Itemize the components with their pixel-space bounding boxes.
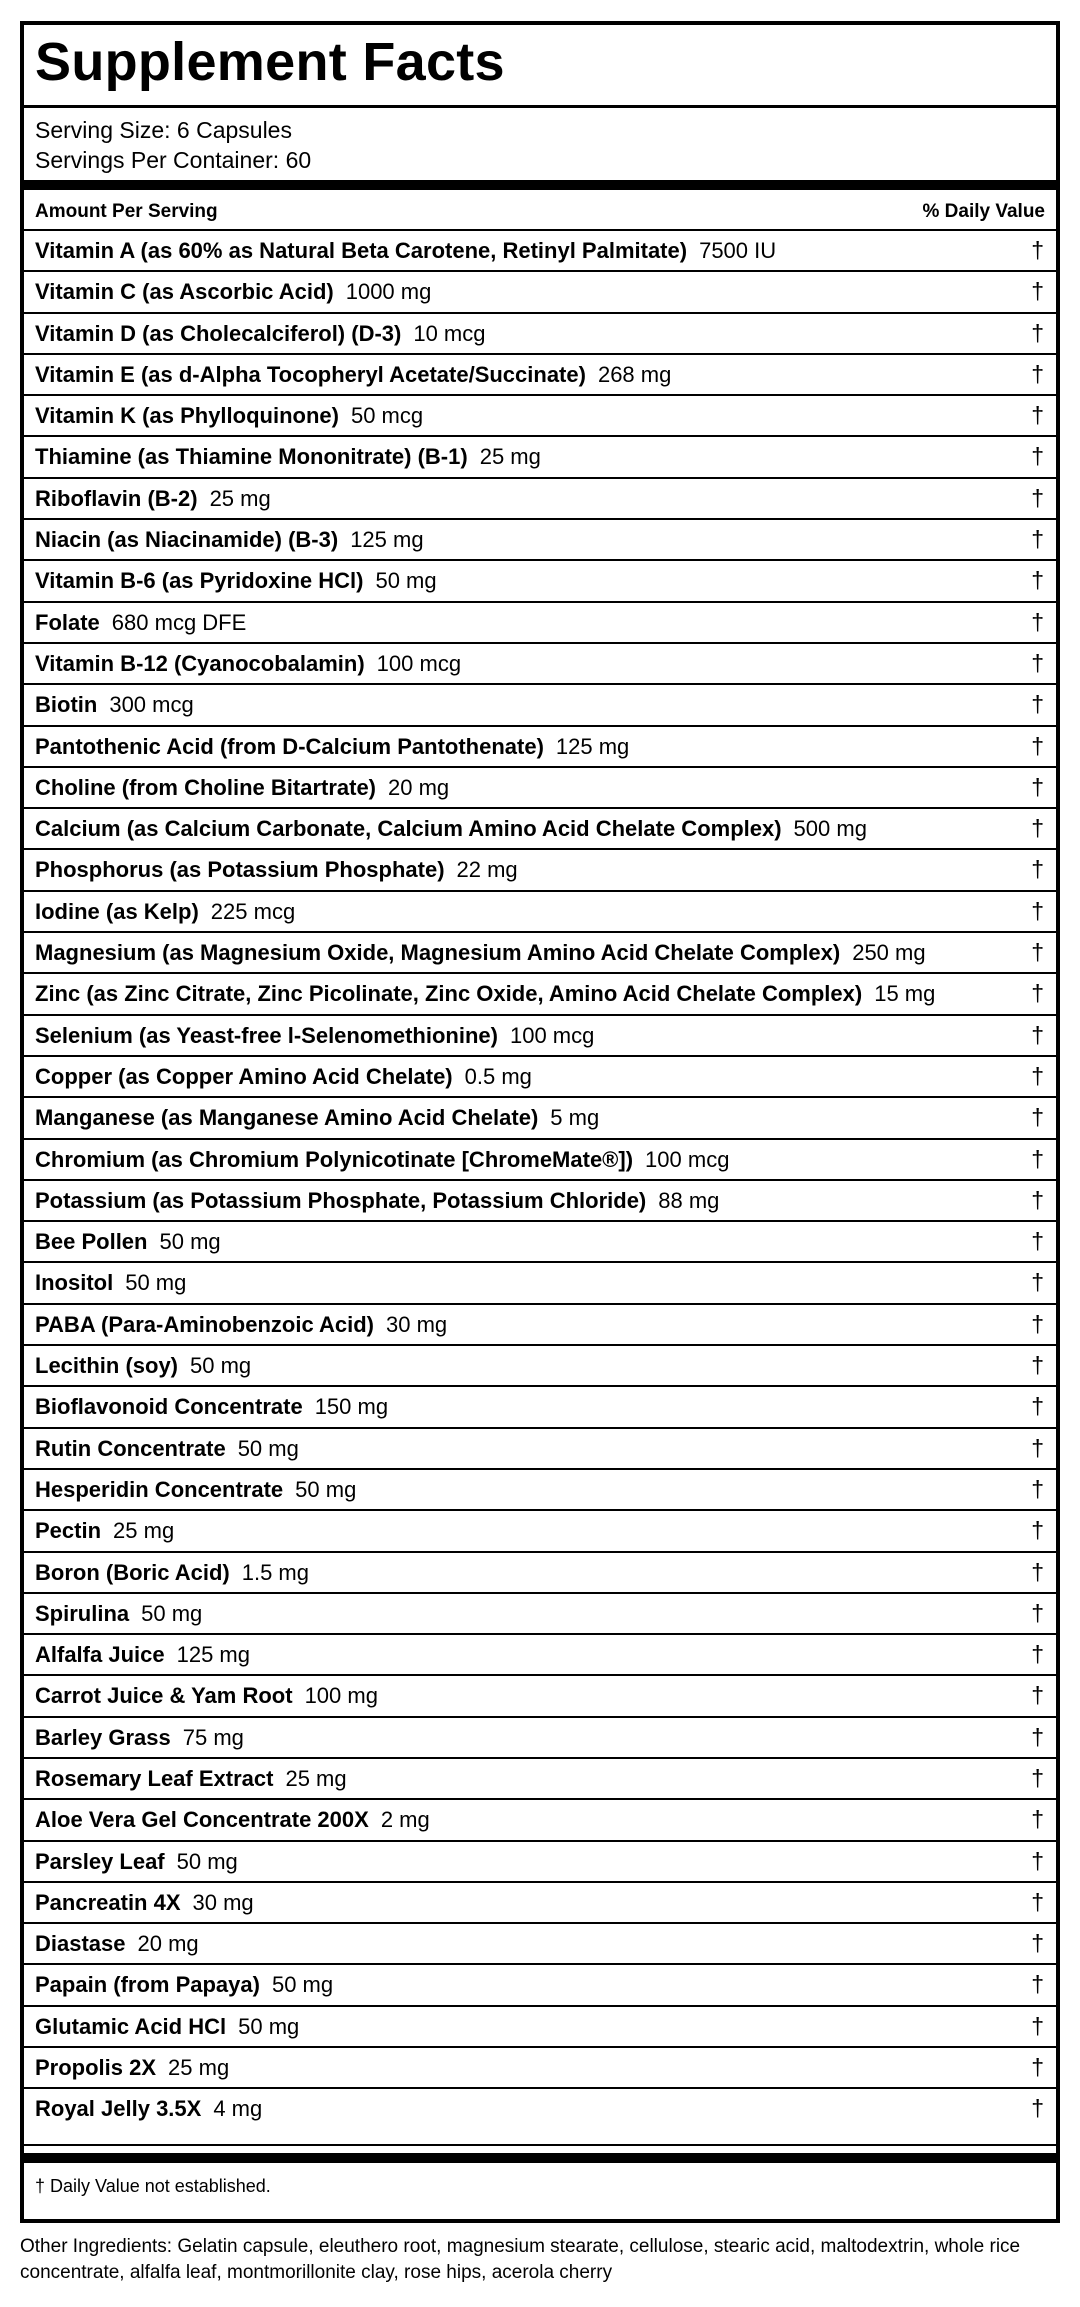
- nutrient-amount: 500 mg: [793, 816, 867, 842]
- nutrient-row: [24, 1840, 1056, 1881]
- nutrient-name: Pancreatin 4X: [35, 1889, 181, 1915]
- nutrient-label: [35, 1222, 221, 1261]
- daily-value-mark: †: [1031, 278, 1044, 305]
- nutrient-row: [24, 477, 1056, 518]
- nutrient-name: Parsley Leaf: [35, 1848, 165, 1874]
- nutrient-label: [35, 437, 541, 476]
- nutrient-label: [35, 809, 867, 848]
- nutrient-row: [24, 848, 1056, 889]
- daily-value-mark: †: [1031, 1764, 1044, 1791]
- nutrient-amount: 15 mg: [874, 981, 936, 1007]
- nutrient-label: [35, 231, 776, 270]
- daily-value-mark: †: [1031, 1062, 1044, 1089]
- nutrient-name: PABA (Para-Aminobenzoic Acid): [35, 1311, 374, 1337]
- nutrient-row: [24, 766, 1056, 807]
- nutrient-label: [35, 850, 518, 889]
- nutrient-label: [35, 314, 486, 353]
- daily-value-mark: †: [1031, 897, 1044, 924]
- nutrient-amount: 1.5 mg: [241, 1559, 309, 1585]
- daily-value-mark: †: [1031, 1930, 1044, 1957]
- nutrient-row: [24, 1881, 1056, 1922]
- serving-size: Serving Size: 6 Capsules: [35, 117, 292, 143]
- daily-value-mark: †: [1031, 2054, 1044, 2081]
- nutrient-label: [35, 892, 295, 931]
- nutrient-amount: 100 mcg: [645, 1146, 730, 1172]
- daily-value-mark: †: [1031, 1186, 1044, 1213]
- nutrient-name: Propolis 2X: [35, 2055, 157, 2081]
- daily-value-mark: †: [1031, 443, 1044, 470]
- nutrient-amount: 125 mg: [555, 733, 630, 759]
- other-ingredients: Other Ingredients: Gelatin capsule, eleuthero root, magnesium stearate, cellulose, stearic acid, maltodextrin, whole rice concentrate, alfalfa leaf, montmorillonite clay, rose hips, acerola cherry: [20, 2236, 1021, 2283]
- nutrient-name: Diastase: [35, 1931, 126, 1957]
- nutrient-amount: 25 mg: [479, 444, 541, 470]
- daily-value-mark: †: [1031, 567, 1044, 594]
- nutrient-amount: 25 mg: [168, 2055, 230, 2081]
- nutrient-amount: 50 mg: [176, 1848, 238, 1874]
- nutrient-label: [35, 355, 671, 394]
- nutrient-label: [35, 603, 246, 642]
- nutrient-name: Biotin: [35, 692, 98, 718]
- nutrient-amount: 50 mg: [141, 1600, 203, 1626]
- nutrient-row: [24, 1757, 1056, 1798]
- nutrient-row: [24, 1138, 1056, 1179]
- daily-value-footnote: † Daily Value not established.: [35, 2176, 271, 2196]
- nutrient-name: Chromium (as Chromium Polynicotinate [ChromeMate®]): [35, 1146, 634, 1172]
- nutrient-name: Boron (Boric Acid): [35, 1559, 230, 1585]
- nutrient-label: [35, 1594, 202, 1633]
- nutrient-name: Barley Grass: [35, 1724, 171, 1750]
- nutrient-label: [35, 1429, 299, 1468]
- nutrient-label: [35, 768, 449, 807]
- nutrient-amount: 30 mg: [386, 1311, 448, 1337]
- daily-value-mark: †: [1031, 649, 1044, 676]
- nutrient-name: Hesperidin Concentrate: [35, 1476, 284, 1502]
- nutrient-label: [35, 974, 935, 1013]
- nutrient-list: [24, 229, 1056, 2129]
- nutrient-amount: 22 mg: [456, 857, 518, 883]
- nutrient-label: [35, 1965, 333, 2004]
- nutrient-row: [24, 1509, 1056, 1550]
- nutrient-row: [24, 2046, 1056, 2087]
- daily-value-mark: †: [1031, 1847, 1044, 1874]
- nutrient-amount: 4 mg: [213, 2096, 263, 2122]
- nutrient-row: [24, 559, 1056, 600]
- nutrient-amount: 25 mg: [285, 1765, 347, 1791]
- nutrient-name: Inositol: [35, 1270, 114, 1296]
- daily-value-mark: †: [1031, 1558, 1044, 1585]
- nutrient-name: Selenium (as Yeast-free l-Selenomethionine): [35, 1022, 498, 1048]
- daily-value-mark: †: [1031, 773, 1044, 800]
- nutrient-name: Vitamin B-6 (as Pyridoxine HCl): [35, 568, 364, 594]
- nutrient-label: [35, 1842, 238, 1881]
- nutrient-row: [24, 890, 1056, 931]
- nutrient-row: [24, 1220, 1056, 1261]
- nutrient-name: Manganese (as Manganese Amino Acid Chelate): [35, 1105, 539, 1131]
- nutrient-name: Vitamin E (as d-Alpha Tocopheryl Acetate/Succinate): [35, 361, 586, 387]
- nutrient-name: Vitamin C (as Ascorbic Acid): [35, 279, 334, 305]
- nutrient-amount: 50 mg: [190, 1353, 252, 1379]
- nutrient-label: [35, 2007, 299, 2046]
- daily-value-mark: †: [1031, 526, 1044, 553]
- nutrient-name: Lecithin (soy): [35, 1353, 179, 1379]
- nutrient-row: [24, 1633, 1056, 1674]
- nutrient-amount: 100 mcg: [376, 650, 462, 676]
- nutrient-amount: 5 mg: [550, 1105, 600, 1131]
- nutrient-amount: 250 mg: [852, 940, 926, 966]
- nutrient-amount: 1000 mg: [345, 279, 432, 305]
- daily-value-mark: †: [1031, 856, 1044, 883]
- nutrient-amount: 150 mg: [314, 1394, 389, 1420]
- nutrient-name: Aloe Vera Gel Concentrate 200X: [35, 1807, 369, 1833]
- nutrient-row: [24, 601, 1056, 642]
- nutrient-row: [24, 807, 1056, 848]
- nutrient-row: [24, 394, 1056, 435]
- nutrient-amount: 20 mg: [137, 1931, 199, 1957]
- daily-value-mark: †: [1031, 980, 1044, 1007]
- nutrient-amount: 680 mcg DFE: [111, 609, 247, 635]
- nutrient-label: [35, 1553, 309, 1592]
- nutrient-label: [35, 727, 629, 766]
- nutrient-name: Spirulina: [35, 1600, 130, 1626]
- nutrient-row: [24, 1963, 1056, 2004]
- nutrient-row: [24, 518, 1056, 559]
- daily-value-mark: †: [1031, 484, 1044, 511]
- nutrient-amount: 125 mg: [350, 527, 424, 553]
- nutrient-label: [35, 1057, 532, 1096]
- daily-value-mark: †: [1031, 1021, 1044, 1048]
- serving-info: [35, 115, 311, 175]
- nutrient-label: [35, 1387, 388, 1426]
- nutrient-row: [24, 270, 1056, 311]
- nutrient-row: [24, 931, 1056, 972]
- nutrient-name: Magnesium (as Magnesium Oxide, Magnesium Amino Acid Chelate Complex): [35, 940, 841, 966]
- nutrient-amount: 20 mg: [388, 774, 450, 800]
- nutrient-label: [35, 2048, 229, 2087]
- nutrient-amount: 25 mg: [209, 485, 271, 511]
- nutrient-label: [35, 1346, 251, 1385]
- daily-value-mark: †: [1031, 1352, 1044, 1379]
- nutrient-row: [24, 435, 1056, 476]
- daily-value-mark: †: [1031, 732, 1044, 759]
- nutrient-amount: 268 mg: [597, 361, 672, 387]
- nutrient-row: [24, 642, 1056, 683]
- nutrient-label: [35, 272, 431, 311]
- thick-divider-bottom: [24, 2153, 1056, 2163]
- daily-value-mark: †: [1031, 360, 1044, 387]
- nutrient-name: Riboflavin (B-2): [35, 485, 198, 511]
- nutrient-name: Vitamin A (as 60% as Natural Beta Carotene, Retinyl Palmitate): [35, 238, 688, 263]
- servings-per-container: Servings Per Container: 60: [35, 147, 312, 173]
- daily-value-mark: †: [1031, 2012, 1044, 2039]
- nutrient-label: [35, 1263, 186, 1302]
- nutrient-row: [24, 1303, 1056, 1344]
- nutrient-name: Potassium (as Potassium Phosphate, Potassium Chloride): [35, 1187, 647, 1213]
- nutrient-name: Phosphorus (as Potassium Phosphate): [35, 857, 445, 883]
- nutrient-amount: 10 mcg: [413, 320, 486, 346]
- nutrient-row: [24, 1385, 1056, 1426]
- daily-value-mark: †: [1031, 691, 1044, 718]
- nutrient-row: [24, 1427, 1056, 1468]
- nutrient-label: [35, 1181, 719, 1220]
- nutrient-name: Vitamin D (as Cholecalciferol) (D-3): [35, 320, 402, 346]
- nutrient-amount: 2 mg: [380, 1807, 430, 1833]
- daily-value-mark: †: [1031, 319, 1044, 346]
- nutrient-label: [35, 1635, 250, 1674]
- nutrient-amount: 0.5 mg: [464, 1063, 532, 1089]
- nutrient-row: [24, 229, 1056, 270]
- nutrient-label: [35, 1759, 347, 1798]
- title-divider: [24, 105, 1056, 108]
- nutrient-row: [24, 1261, 1056, 1302]
- nutrient-row: [24, 2005, 1056, 2046]
- nutrient-label: [35, 2089, 262, 2128]
- supplement-facts-panel: [20, 21, 1060, 2223]
- nutrient-name: Calcium (as Calcium Carbonate, Calcium Amino Acid Chelate Complex): [35, 816, 782, 842]
- nutrient-amount: 100 mcg: [509, 1022, 595, 1048]
- nutrient-label: [35, 1140, 729, 1179]
- daily-value-mark: †: [1031, 815, 1044, 842]
- nutrient-name: Iodine (as Kelp): [35, 898, 199, 924]
- daily-value-mark: †: [1031, 1434, 1044, 1461]
- nutrient-amount: 100 mg: [304, 1683, 378, 1709]
- daily-value-mark: †: [1031, 939, 1044, 966]
- thick-divider-top: [24, 180, 1056, 190]
- nutrient-amount: 50 mg: [125, 1270, 187, 1296]
- nutrient-name: Rosemary Leaf Extract: [35, 1765, 274, 1791]
- daily-value-mark: †: [1031, 1228, 1044, 1255]
- daily-value-mark: †: [1031, 1641, 1044, 1668]
- amount-per-serving-header: Amount Per Serving: [35, 201, 218, 222]
- nutrient-name: Carrot Juice & Yam Root: [35, 1683, 293, 1709]
- nutrient-row: [24, 725, 1056, 766]
- nutrient-amount: 88 mg: [658, 1187, 720, 1213]
- nutrient-label: [35, 520, 424, 559]
- daily-value-mark: †: [1031, 402, 1044, 429]
- nutrient-row: [24, 1592, 1056, 1633]
- nutrient-label: [35, 1470, 356, 1509]
- nutrient-name: Alfalfa Juice: [35, 1642, 165, 1668]
- nutrient-name: Zinc (as Zinc Citrate, Zinc Picolinate, Zinc Oxide, Amino Acid Chelate Complex): [35, 981, 863, 1007]
- nutrient-amount: 50 mg: [271, 1972, 334, 1998]
- nutrient-amount: 50 mg: [159, 1229, 221, 1255]
- nutrient-name: Papain (from Papaya): [35, 1972, 260, 1998]
- nutrient-name: Glutamic Acid HCl: [35, 2013, 227, 2039]
- nutrient-row: [24, 353, 1056, 394]
- daily-value-mark: †: [1031, 1269, 1044, 1296]
- nutrient-label: [35, 1800, 430, 1839]
- nutrient-label: [35, 1098, 599, 1137]
- nutrient-row: [24, 1468, 1056, 1509]
- nutrient-label: [35, 479, 271, 518]
- nutrient-row: [24, 1551, 1056, 1592]
- daily-value-mark: †: [1031, 1475, 1044, 1502]
- nutrient-amount: 75 mg: [182, 1724, 244, 1750]
- nutrient-name: Pectin: [35, 1518, 102, 1544]
- daily-value-mark: †: [1031, 1682, 1044, 1709]
- daily-value-mark: †: [1031, 1971, 1044, 1998]
- daily-value-mark: †: [1031, 1104, 1044, 1131]
- nutrient-label: [35, 1305, 447, 1344]
- nutrient-name: Vitamin B-12 (Cyanocobalamin): [35, 650, 365, 676]
- nutrient-row: [24, 1179, 1056, 1220]
- nutrient-label: [35, 685, 194, 724]
- nutrient-amount: 50 mg: [295, 1476, 357, 1502]
- nutrient-row: [24, 1716, 1056, 1757]
- daily-value-mark: †: [1031, 1888, 1044, 1915]
- nutrient-label: [35, 1883, 254, 1922]
- daily-value-mark: †: [1031, 1723, 1044, 1750]
- daily-value-mark: †: [1031, 1517, 1044, 1544]
- nutrient-label: [35, 1676, 378, 1715]
- nutrient-name: Copper (as Copper Amino Acid Chelate): [35, 1063, 453, 1089]
- panel-title: Supplement Facts: [35, 32, 505, 92]
- daily-value-mark: †: [1031, 1145, 1044, 1172]
- nutrient-amount: 25 mg: [113, 1518, 175, 1544]
- daily-value-mark: †: [1031, 2095, 1044, 2122]
- nutrient-name: Rutin Concentrate: [35, 1435, 226, 1461]
- nutrient-amount: 50 mg: [237, 1435, 299, 1461]
- nutrient-row: [24, 1055, 1056, 1096]
- nutrient-name: Pantothenic Acid (from D-Calcium Pantothenate): [35, 733, 544, 759]
- nutrient-name: Folate: [35, 609, 100, 635]
- nutrient-label: [35, 1718, 244, 1757]
- list-bottom-rule: [24, 2144, 1056, 2146]
- nutrient-row: [24, 1674, 1056, 1715]
- nutrient-amount: 50 mg: [238, 2013, 300, 2039]
- nutrient-amount: 50 mg: [375, 568, 437, 594]
- nutrient-name: Bioflavonoid Concentrate: [35, 1394, 303, 1420]
- nutrient-amount: 30 mg: [192, 1889, 254, 1915]
- nutrient-name: Bee Pollen: [35, 1229, 148, 1255]
- nutrient-name: Thiamine (as Thiamine Mononitrate) (B-1): [35, 444, 468, 470]
- nutrient-row: [24, 1922, 1056, 1963]
- nutrient-row: [24, 1096, 1056, 1137]
- nutrient-amount: 225 mcg: [210, 898, 296, 924]
- daily-value-header: % Daily Value: [922, 201, 1045, 222]
- nutrient-label: [35, 1924, 199, 1963]
- nutrient-label: [35, 933, 926, 972]
- nutrient-amount: 300 mcg: [109, 692, 194, 718]
- daily-value-mark: †: [1031, 1599, 1044, 1626]
- nutrient-label: [35, 1016, 594, 1055]
- nutrient-name: Royal Jelly 3.5X: [35, 2096, 202, 2122]
- nutrient-amount: 50 mcg: [350, 403, 424, 429]
- nutrient-row: [24, 972, 1056, 1013]
- nutrient-row: [24, 2087, 1056, 2128]
- nutrient-name: Choline (from Choline Bitartrate): [35, 774, 377, 800]
- column-header-row: [35, 200, 1045, 224]
- daily-value-mark: †: [1031, 1310, 1044, 1337]
- nutrient-row: [24, 1798, 1056, 1839]
- daily-value-mark: †: [1031, 1393, 1044, 1420]
- nutrient-row: [24, 683, 1056, 724]
- nutrient-row: [24, 1344, 1056, 1385]
- nutrient-amount: 7500 IU: [699, 238, 777, 263]
- daily-value-mark: †: [1031, 608, 1044, 635]
- nutrient-name: Vitamin K (as Phylloquinone): [35, 403, 339, 429]
- daily-value-mark: †: [1031, 237, 1044, 263]
- nutrient-label: [35, 644, 461, 683]
- daily-value-mark: †: [1031, 1806, 1044, 1833]
- nutrient-row: [24, 312, 1056, 353]
- nutrient-amount: 125 mg: [176, 1642, 250, 1668]
- nutrient-row: [24, 1014, 1056, 1055]
- nutrient-label: [35, 396, 423, 435]
- nutrient-label: [35, 561, 437, 600]
- nutrient-label: [35, 1511, 174, 1550]
- nutrient-name: Niacin (as Niacinamide) (B-3): [35, 527, 339, 553]
